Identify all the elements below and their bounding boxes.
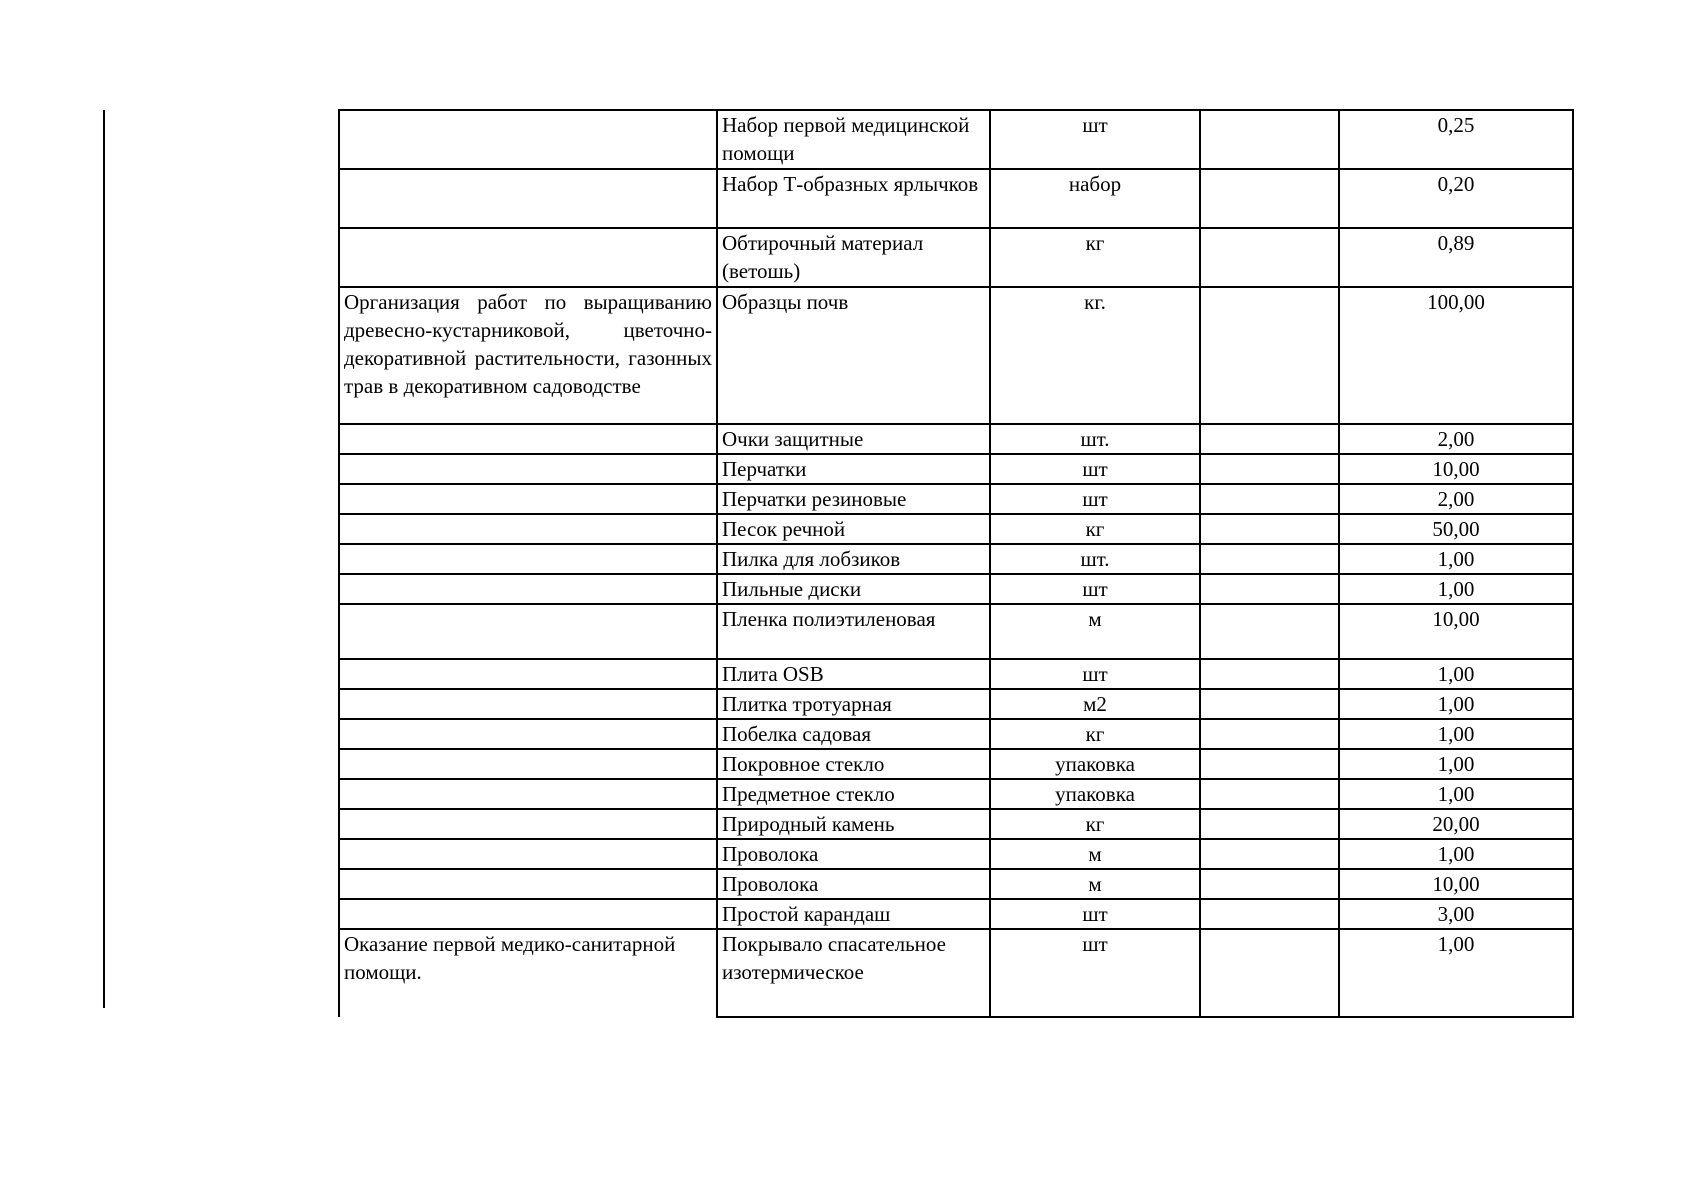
item-name-cell: Предметное стекло: [717, 779, 990, 809]
unit-cell: упаковка: [990, 749, 1200, 779]
section-cell: [339, 719, 717, 749]
empty-cell: [1200, 169, 1339, 228]
section-cell: [339, 839, 717, 869]
section-cell: [339, 484, 717, 514]
item-name-cell: Покрывало спасательное изотермическое: [717, 929, 990, 1017]
section-cell: [339, 749, 717, 779]
empty-cell: [1200, 484, 1339, 514]
unit-cell: шт: [990, 110, 1200, 169]
table-row: [339, 574, 1573, 604]
item-name-cell: Покровное стекло: [717, 749, 990, 779]
quantity-cell: 1,00: [1339, 689, 1573, 719]
table-row: [339, 484, 1573, 514]
quantity-cell: 1,00: [1339, 719, 1573, 749]
section-cell: [339, 779, 717, 809]
table-row: [339, 424, 1573, 454]
unit-cell: упаковка: [990, 779, 1200, 809]
section-cell: [339, 514, 717, 544]
unit-cell: шт: [990, 484, 1200, 514]
unit-cell: кг.: [990, 287, 1200, 424]
unit-cell: м: [990, 839, 1200, 869]
item-name-cell: Природный камень: [717, 809, 990, 839]
table-row: [339, 604, 1573, 659]
table-row: [339, 929, 1573, 1017]
section-cell: [339, 169, 717, 228]
unit-cell: м: [990, 869, 1200, 899]
quantity-cell: 3,00: [1339, 899, 1573, 929]
quantity-cell: 100,00: [1339, 287, 1573, 424]
table-row: [339, 228, 1573, 287]
empty-cell: [1200, 659, 1339, 689]
section-cell: [339, 809, 717, 839]
quantity-cell: 2,00: [1339, 484, 1573, 514]
item-name-cell: Побелка садовая: [717, 719, 990, 749]
table-row: [339, 514, 1573, 544]
empty-cell: [1200, 749, 1339, 779]
unit-cell: шт: [990, 454, 1200, 484]
table-row: [339, 899, 1573, 929]
section-cell: [339, 228, 717, 287]
empty-cell: [1200, 689, 1339, 719]
quantity-cell: 0,20: [1339, 169, 1573, 228]
table-row: [339, 287, 1573, 424]
quantity-cell: 1,00: [1339, 839, 1573, 869]
section-cell: [339, 659, 717, 689]
item-name-cell: Очки защитные: [717, 424, 990, 454]
quantity-cell: 0,25: [1339, 110, 1573, 169]
unit-cell: м2: [990, 689, 1200, 719]
section-cell: [339, 869, 717, 899]
materials-table: [338, 109, 1574, 1018]
section-cell: [339, 110, 717, 169]
empty-cell: [1200, 869, 1339, 899]
page-margin-line: [103, 110, 105, 1008]
item-name-cell: Проволока: [717, 869, 990, 899]
item-name-cell: Плита OSB: [717, 659, 990, 689]
unit-cell: шт: [990, 574, 1200, 604]
item-name-cell: Пленка полиэтиленовая: [717, 604, 990, 659]
empty-cell: [1200, 779, 1339, 809]
section-cell: [339, 574, 717, 604]
quantity-cell: 1,00: [1339, 574, 1573, 604]
empty-cell: [1200, 574, 1339, 604]
empty-cell: [1200, 514, 1339, 544]
empty-cell: [1200, 719, 1339, 749]
item-name-cell: Пилка для лобзиков: [717, 544, 990, 574]
table-row: [339, 659, 1573, 689]
item-name-cell: Пильные диски: [717, 574, 990, 604]
item-name-cell: Обтирочный материал (ветошь): [717, 228, 990, 287]
item-name-cell: Плитка тротуарная: [717, 689, 990, 719]
quantity-cell: 1,00: [1339, 779, 1573, 809]
quantity-cell: 0,89: [1339, 228, 1573, 287]
quantity-cell: 2,00: [1339, 424, 1573, 454]
empty-cell: [1200, 544, 1339, 574]
empty-cell: [1200, 228, 1339, 287]
section-cell: [339, 544, 717, 574]
table-row: [339, 869, 1573, 899]
empty-cell: [1200, 809, 1339, 839]
section-cell: [339, 604, 717, 659]
unit-cell: шт: [990, 659, 1200, 689]
empty-cell: [1200, 899, 1339, 929]
item-name-cell: Перчатки: [717, 454, 990, 484]
section-cell: [339, 899, 717, 929]
item-name-cell: Простой карандаш: [717, 899, 990, 929]
unit-cell: набор: [990, 169, 1200, 228]
unit-cell: кг: [990, 514, 1200, 544]
section-cell: Организация работ по выращиванию древесно-кустарниковой, цветочно-декоративной растительности, газонных трав в декоративном садоводстве: [339, 287, 717, 424]
quantity-cell: 50,00: [1339, 514, 1573, 544]
table-row: [339, 454, 1573, 484]
item-name-cell: Образцы почв: [717, 287, 990, 424]
section-cell: [339, 424, 717, 454]
quantity-cell: 10,00: [1339, 454, 1573, 484]
unit-cell: шт: [990, 929, 1200, 1017]
empty-cell: [1200, 454, 1339, 484]
empty-cell: [1200, 929, 1339, 1017]
unit-cell: м: [990, 604, 1200, 659]
item-name-cell: Перчатки резиновые: [717, 484, 990, 514]
table-row: [339, 544, 1573, 574]
quantity-cell: 1,00: [1339, 929, 1573, 1017]
quantity-cell: 10,00: [1339, 869, 1573, 899]
quantity-cell: 1,00: [1339, 544, 1573, 574]
table-row: [339, 169, 1573, 228]
section-cell: [339, 454, 717, 484]
quantity-cell: 1,00: [1339, 749, 1573, 779]
item-name-cell: Песок речной: [717, 514, 990, 544]
empty-cell: [1200, 604, 1339, 659]
empty-cell: [1200, 110, 1339, 169]
item-name-cell: Набор первой медицинской помощи: [717, 110, 990, 169]
table-row: [339, 689, 1573, 719]
quantity-cell: 1,00: [1339, 659, 1573, 689]
unit-cell: кг: [990, 809, 1200, 839]
quantity-cell: 10,00: [1339, 604, 1573, 659]
unit-cell: кг: [990, 719, 1200, 749]
table-row: [339, 839, 1573, 869]
item-name-cell: Набор Т-образных ярлычков: [717, 169, 990, 228]
empty-cell: [1200, 287, 1339, 424]
unit-cell: шт.: [990, 544, 1200, 574]
table-row: [339, 719, 1573, 749]
unit-cell: кг: [990, 228, 1200, 287]
table-row: [339, 749, 1573, 779]
empty-cell: [1200, 839, 1339, 869]
item-name-cell: Проволока: [717, 839, 990, 869]
section-cell: [339, 689, 717, 719]
quantity-cell: 20,00: [1339, 809, 1573, 839]
empty-cell: [1200, 424, 1339, 454]
section-cell: Оказание первой медико-санитарной помощи.: [339, 929, 717, 1017]
table-row: [339, 809, 1573, 839]
table-row: [339, 779, 1573, 809]
unit-cell: шт.: [990, 424, 1200, 454]
table-row: [339, 110, 1573, 169]
unit-cell: шт: [990, 899, 1200, 929]
